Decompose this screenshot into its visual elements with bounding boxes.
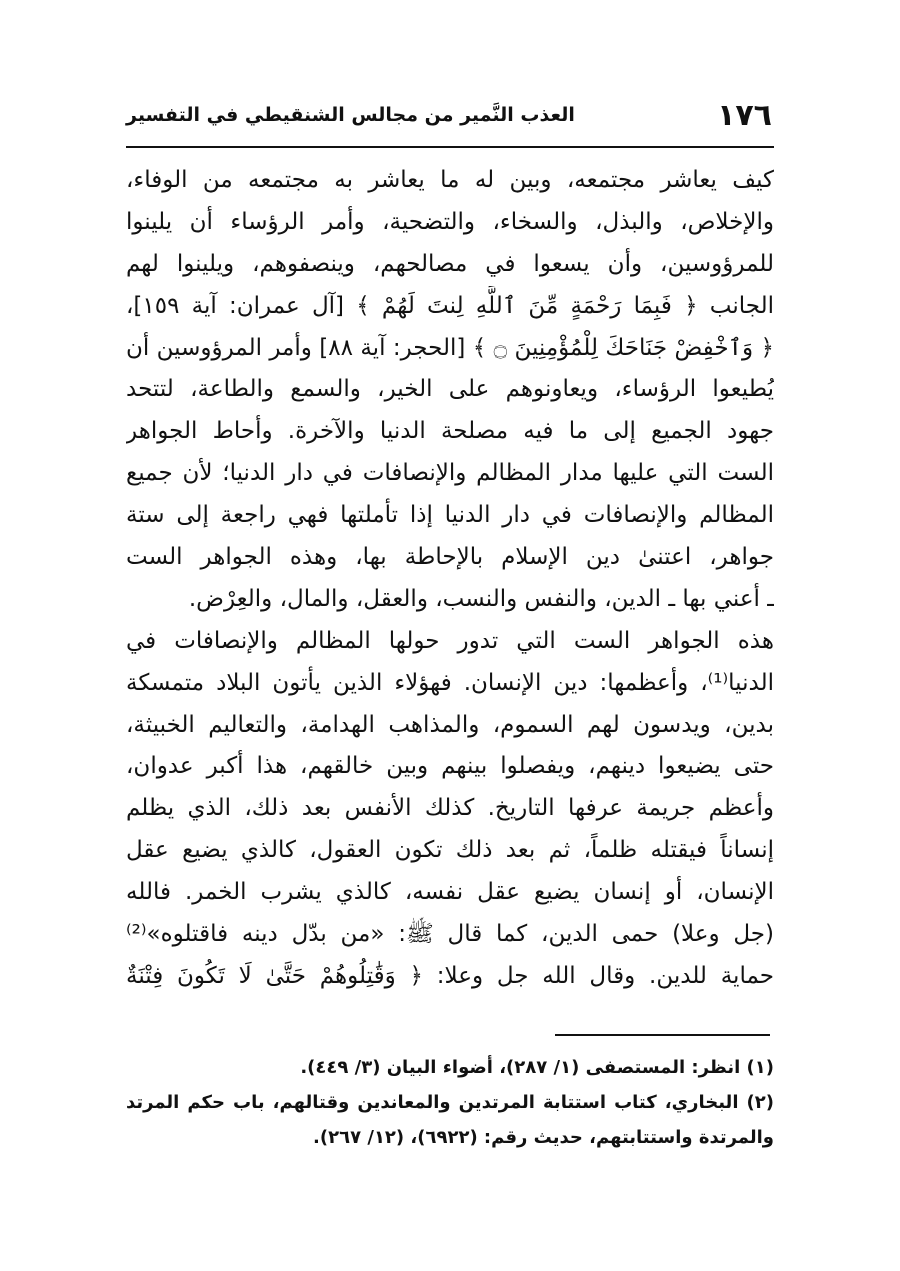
header-rule [126, 146, 774, 148]
text-line: الإنسان، أو إنسان يضيع عقل نفسه، كالذي يشرب الخمر. فالله [126, 879, 774, 906]
page-header [126, 96, 772, 136]
footnote-line: والمرتدة واستتابتهم، حديث رقم: (٦٩٢٢)، (١٢/ ٢٦٧). [313, 1127, 774, 1148]
footnote-line: (١) انظر: المستصفى (١/ ٢٨٧)، أضواء البيان (٣/ ٤٤٩). [300, 1057, 774, 1078]
text-line: جهود الجميع إلى ما فيه مصلحة الدنيا والآخرة. وأحاط الجواهر [126, 418, 774, 445]
footnote-line: (٢) البخاري، كتاب استتابة المرتدين والمعاندين وقتالهم، باب حكم المرتد [126, 1092, 774, 1113]
text-line: (جل وعلا) حمى الدين، كما قال ﷺ: «من بدّل دينه فاقتلوه»⁽²⁾ [126, 921, 774, 948]
footnote-separator [555, 1034, 770, 1036]
main-text [126, 160, 774, 998]
text-line: يُطيعوا الرؤساء، ويعاونوهم على الخير، والسمع والطاعة، لتتحد [126, 376, 774, 403]
text-line: ـ أعني بها ـ الدين، والنفس والنسب، والعقل، والمال، والعِرْض. [188, 585, 774, 612]
text-line: الدنيا⁽¹⁾، وأعظمها: دين الإنسان. فهؤلاء الذين يأتون البلاد متمسكة [126, 669, 774, 696]
text-line: الست التي عليها مدار المظالم والإنصافات في دار الدنيا؛ لأن جميع [126, 460, 774, 487]
text-line: ﴿ وَٱخْفِضْ جَنَاحَكَ لِلْمُؤْمِنِينَ ۝ ﴾ [الحجر: آية ٨٨] وأمر المرؤوسين أن [126, 334, 774, 361]
text-line: المظالم والإنصافات في دار الدنيا إذا تأملتها فهي راجعة إلى ستة [126, 502, 774, 529]
text-line: وأعظم جريمة عرفها التاريخ. كذلك الأنفس بعد ذلك، الذي يظلم [126, 795, 774, 822]
text-line: حماية للدين. وقال الله جل وعلا: ﴿ وَقَٰتِلُوهُمْ حَتَّىٰ لَا تَكُونَ فِتْنَةٌ [126, 962, 774, 989]
running-title: العذب النَّمير من مجالس الشنقيطي في التفسير [126, 104, 575, 126]
text-line: للمرؤوسين، وأن يسعوا في مصالحهم، وينصفوهم، ويلينوا لهم [126, 250, 774, 277]
text-line: والإخلاص، والبذل، والسخاء، والتضحية، وأمر الرؤساء أن يلينوا [126, 208, 774, 235]
text-line: جواهر، اعتنىٰ دين الإسلام بالإحاطة بها، وهذه الجواهر الست [126, 544, 774, 571]
text-line: هذه الجواهر الست التي تدور حولها المظالم والإنصافات في [126, 627, 774, 654]
text-line: كيف يعاشر مجتمعه، وبين له ما يعاشر به مجتمعه من الوفاء، [126, 167, 774, 193]
text-line: الجانب ﴿ فَبِمَا رَحْمَةٍ مِّنَ ٱللَّهِ لِنتَ لَهُمْ ﴾ [آل عمران: آية ١٥٩]، [126, 292, 774, 319]
text-line: إنساناً فيقتله ظلماً، ثم بعد ذلك تكون العقول، كالذي يضيع عقل [126, 837, 774, 864]
footnotes [126, 1050, 774, 1155]
text-line: حتى يضيعوا دينهم، ويفصلوا بينهم وبين خالقهم، هذا أكبر عدوان، [126, 753, 774, 780]
text-line: بدين، ويدسون لهم السموم، والمذاهب الهدامة، والتعاليم الخبيثة، [126, 711, 774, 738]
page-number: ١٧٦ [717, 98, 772, 133]
